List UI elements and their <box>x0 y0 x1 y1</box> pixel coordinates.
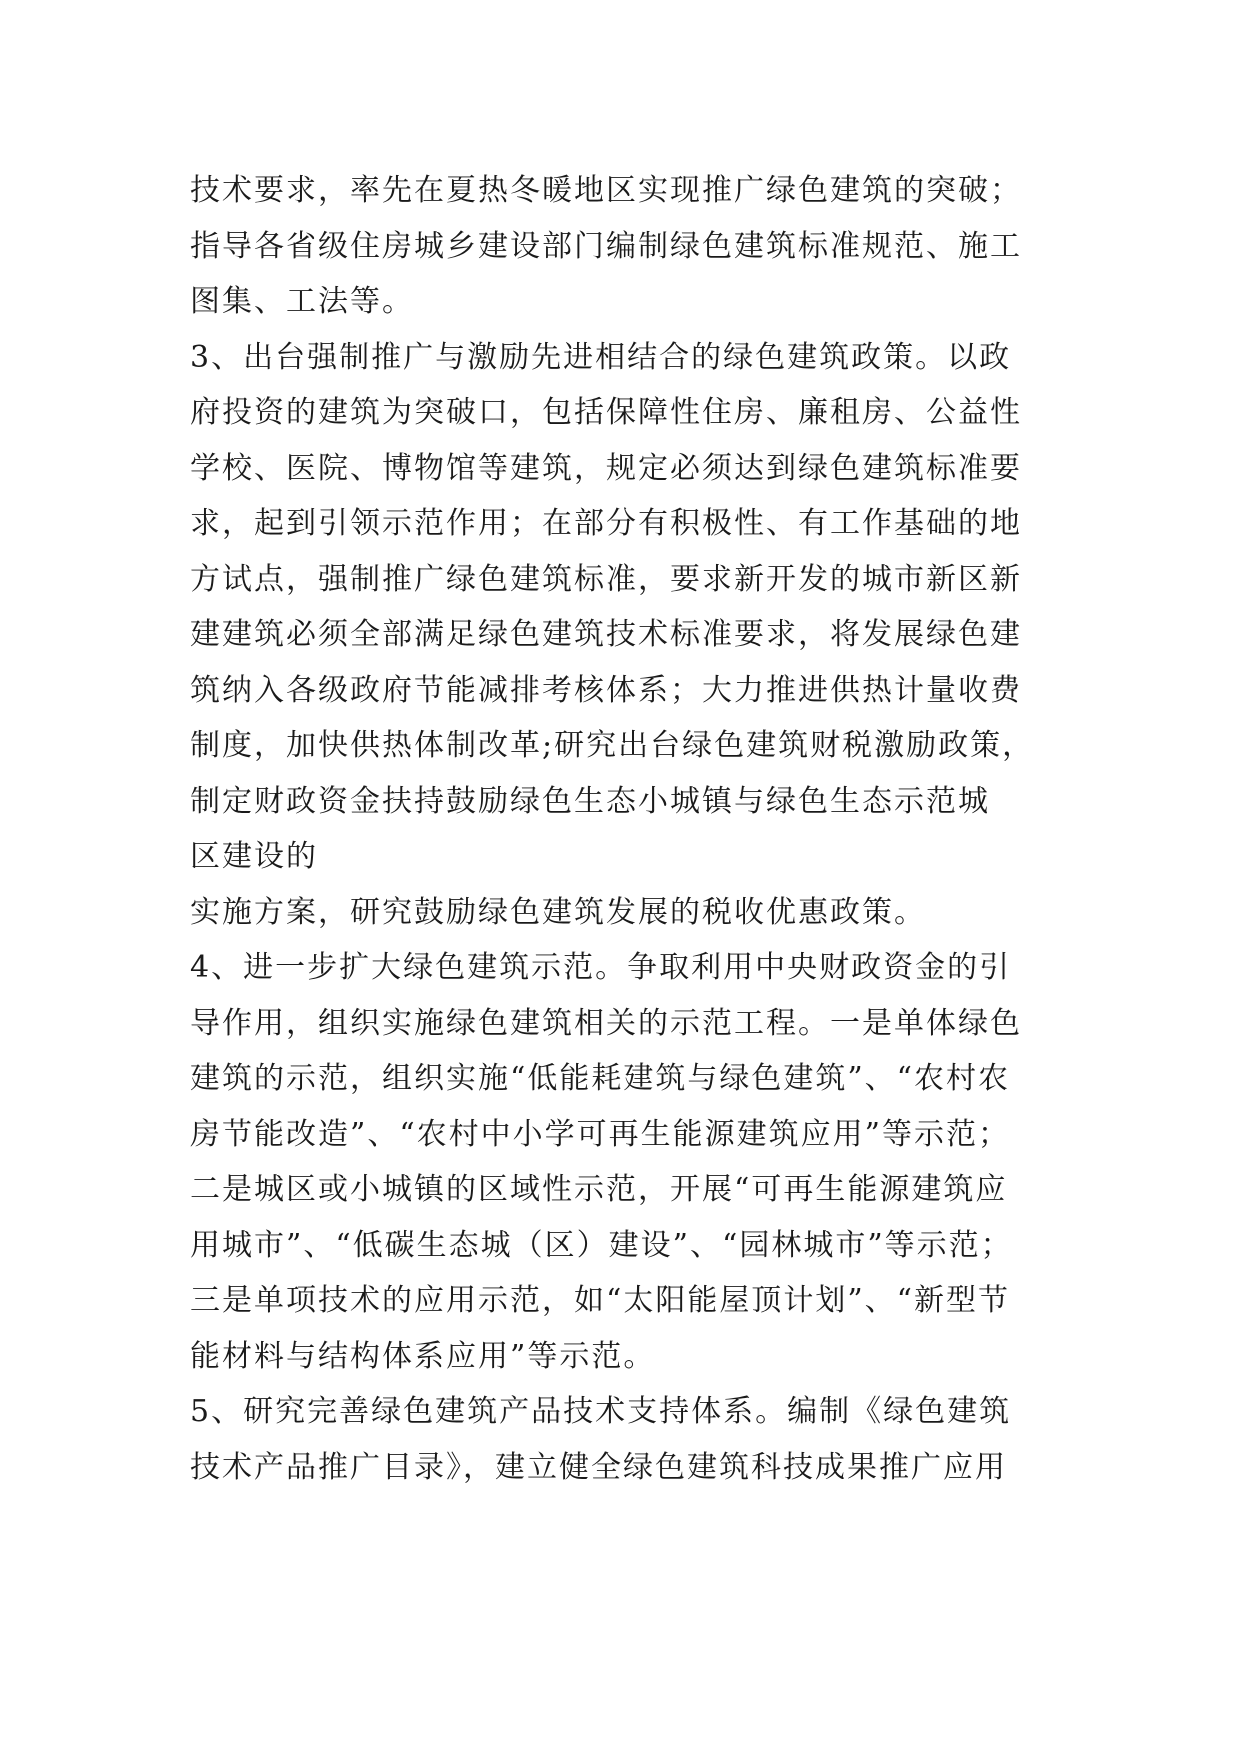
text-line: 府投资的建筑为突破口，包括保障性住房、廉租房、公益性 <box>190 395 1022 430</box>
text-line: 能材料与结构体系应用”等示范。 <box>190 1338 656 1374</box>
text-line: 建建筑必须全部满足绿色建筑技术标准要求，将发展绿色建 <box>190 617 1022 652</box>
text-line: 三是单项技术的应用示范，如“太阳能屋顶计划”、“新型节 <box>190 1283 1011 1318</box>
text-line: 实施方案，研究鼓励绿色建筑发展的税收优惠政策。 <box>190 894 926 930</box>
text-line: 技术产品推广目录》，建立健全绿色建筑科技成果推广应用 <box>190 1449 1007 1485</box>
text-line: 4、进一步扩大绿色建筑示范。争取利用中央财政资金的引 <box>190 950 1012 985</box>
text-line: 5、研究完善绿色建筑产品技术支持体系。编制《绿色建筑 <box>190 1394 1012 1429</box>
text-line: 用城市”、“低碳生态城（区）建设”、“园林城市”等示范； <box>190 1227 1013 1263</box>
text-line: 区建设的 <box>190 839 318 874</box>
text-line: 技术要求，率先在夏热冬暖地区实现推广绿色建筑的突破； <box>190 173 1022 208</box>
text-line: 制定财政资金扶持鼓励绿色生态小城镇与绿色生态示范城 <box>190 783 990 819</box>
text-line: 二是城区或小城镇的区域性示范，开展“可再生能源建筑应 <box>190 1172 1008 1207</box>
text-line: 求，起到引领示范作用；在部分有积极性、有工作基础的地 <box>190 506 1022 541</box>
text-line: 筑纳入各级政府节能减排考核体系；大力推进供热计量收费 <box>190 672 1022 708</box>
text-line: 房节能改造”、“农村中小学可再生能源建筑应用”等示范； <box>190 1116 1011 1152</box>
text-line: 制度，加快供热体制改革;研究出台绿色建筑财税激励政策， <box>190 728 1035 763</box>
text-line: 学校、医院、博物馆等建筑，规定必须达到绿色建筑标准要 <box>190 450 1022 486</box>
body-text <box>190 163 1070 1495</box>
text-line: 建筑的示范，组织实施“低能耗建筑与绿色建筑”、“农村农 <box>190 1061 1011 1096</box>
text-line: 方试点，强制推广绿色建筑标准，要求新开发的城市新区新 <box>190 561 1022 597</box>
text-line: 指导各省级住房城乡建设部门编制绿色建筑标准规范、施工 <box>190 228 1022 264</box>
text-line: 图集、工法等。 <box>190 284 414 319</box>
text-line: 3、出台强制推广与激励先进相结合的绿色建筑政策。以政 <box>190 339 1012 375</box>
text-line: 导作用，组织实施绿色建筑相关的示范工程。一是单体绿色 <box>190 1005 1022 1041</box>
